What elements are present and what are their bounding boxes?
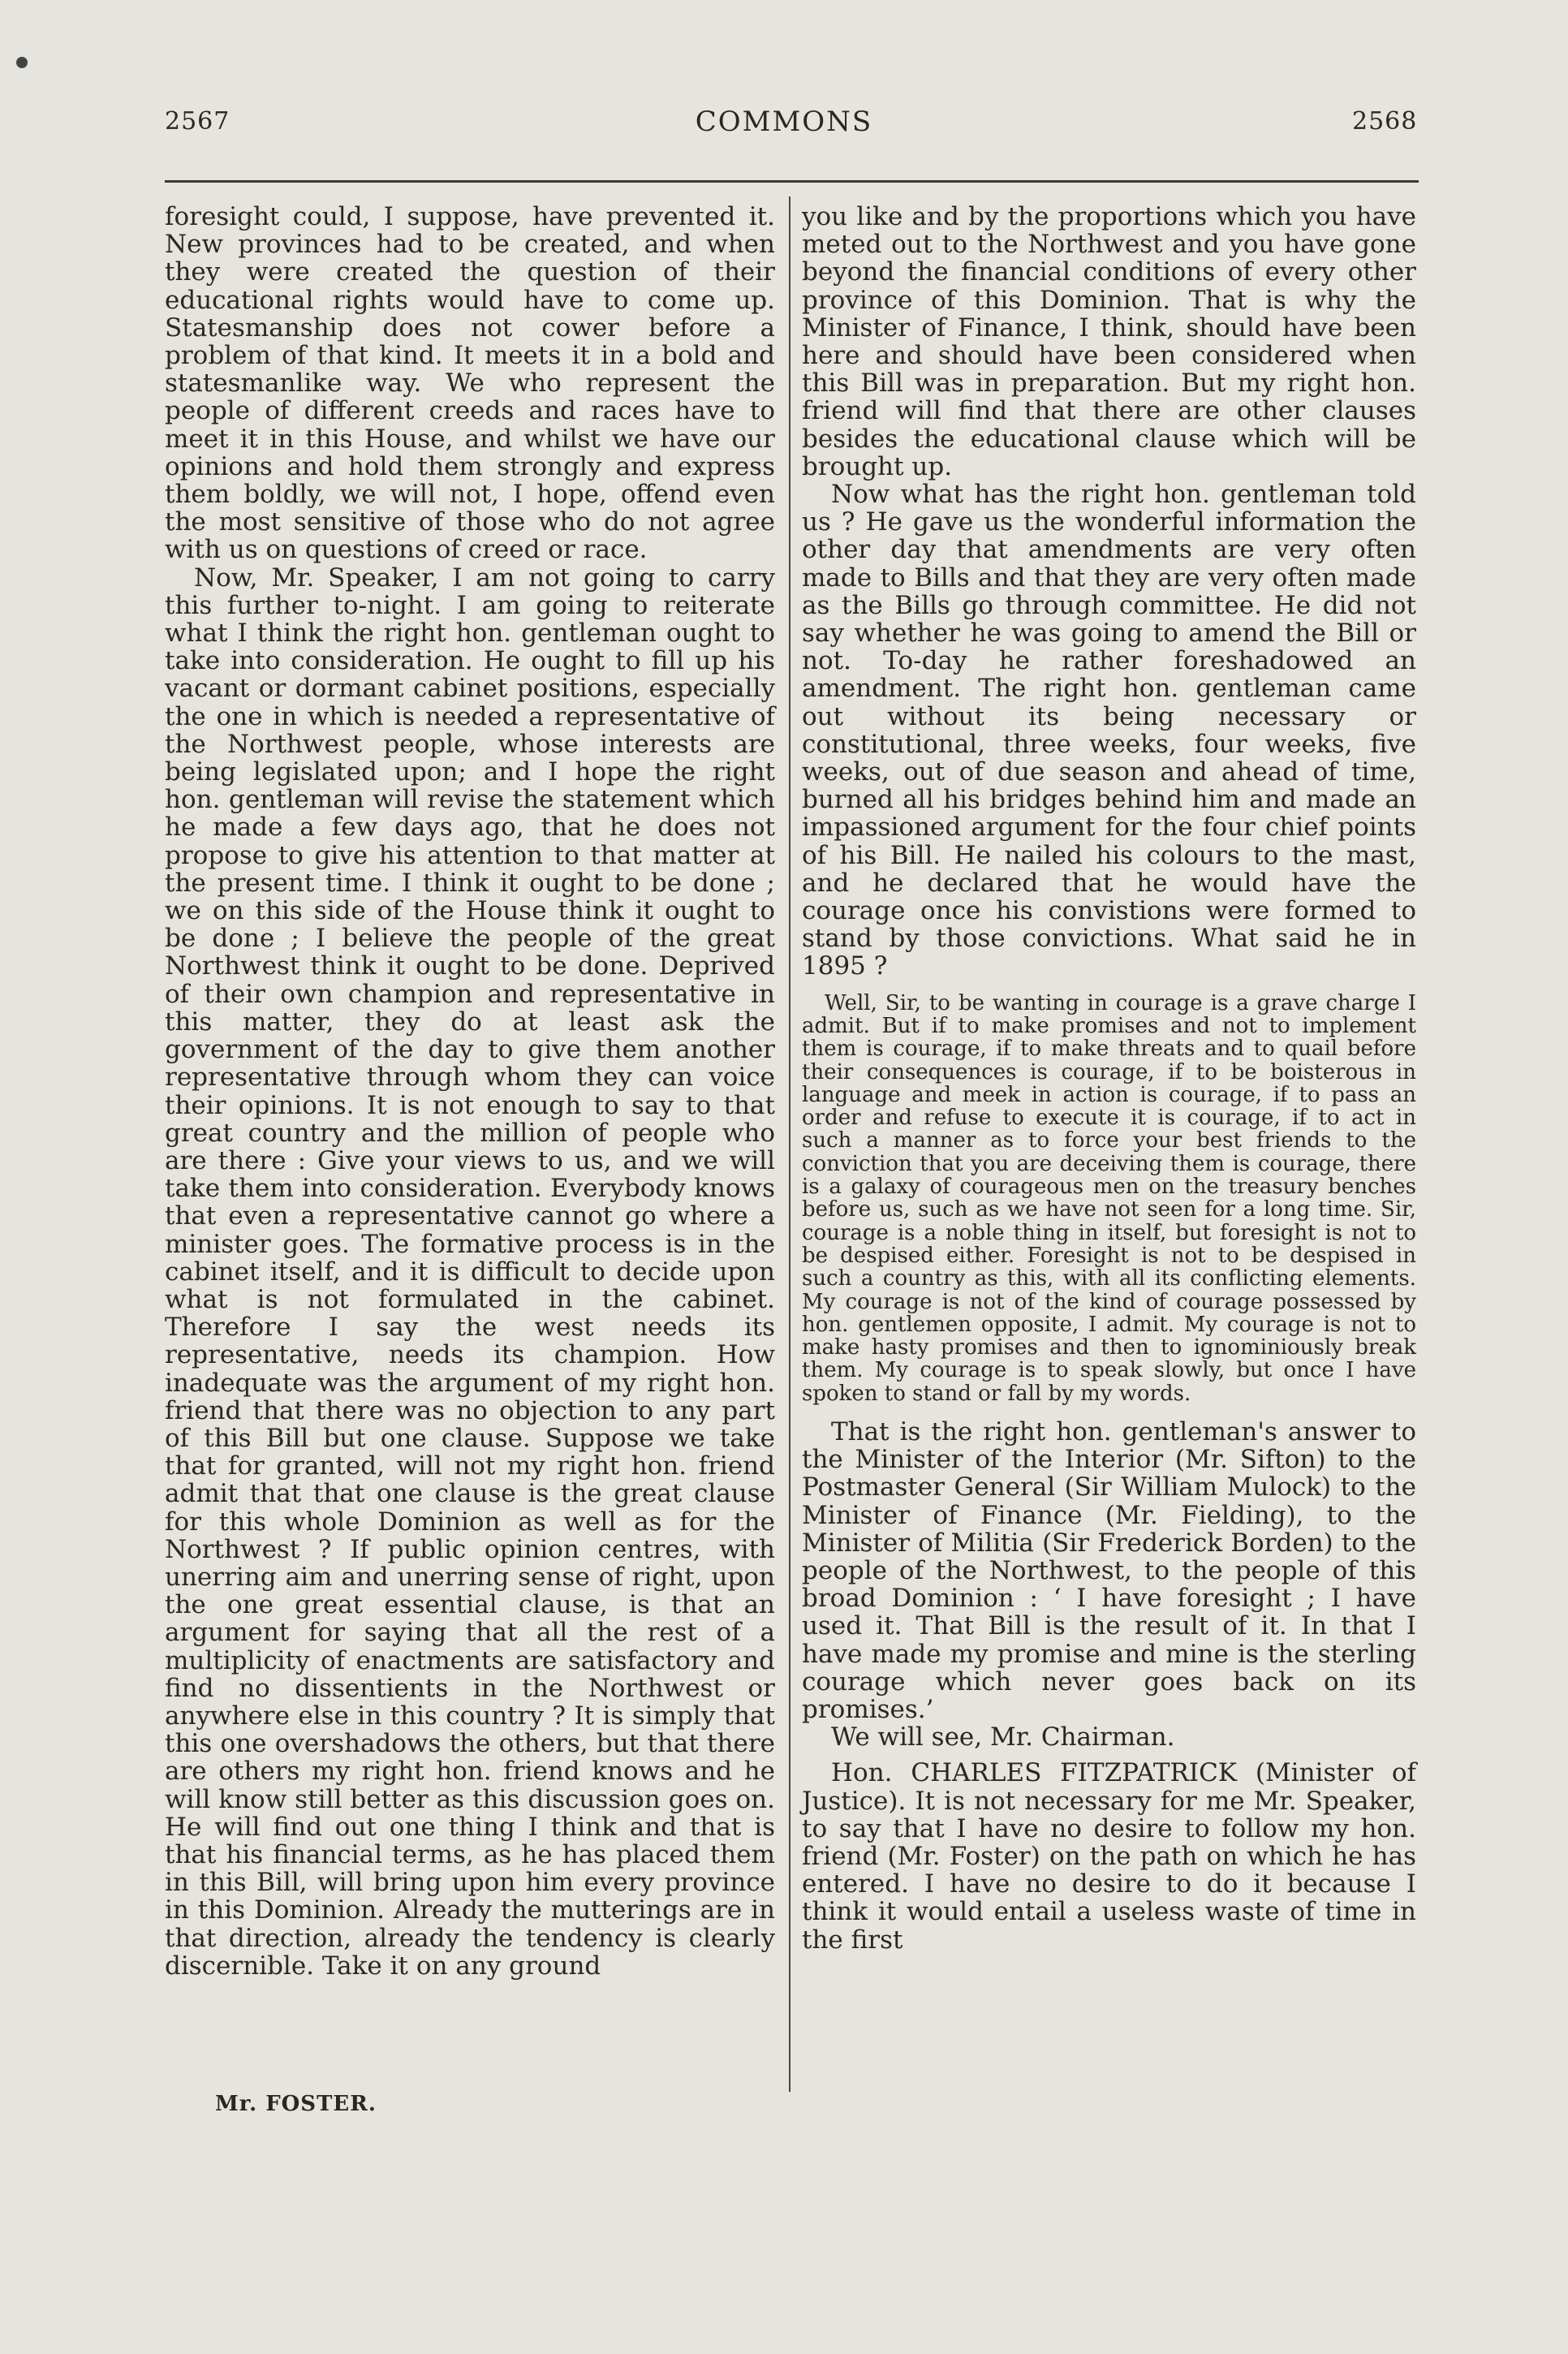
margin-mark — [16, 57, 28, 68]
quoted-passage: Well, Sir, to be wanting in courage is a grave charge I admit. But if to make promises and not to implement them is courage, if to make threats and to quail before their consequences is courage, if to be boisterous in language and meek in action is courage, if to pass an order and refuse to execute it is courage, if to act in such a manner as to force your best friends to the conviction that you are deceiving them is courage, there is a galaxy of courageous men on the treasury benches before us, such as we have not seen for a long time. Sir, courage is a noble thing in itself, but foresight is not to be despised either. Foresight is not to be despised in such a country as this, with all its conflicting elements. My courage is not of the kind of courage possessed by hon. gentlemen opposite, I admit. My courage is not to make hasty promises and then to ignominiously break them. My courage is to speak slowly, but once I have spoken to stand or fall by my words. — [802, 990, 1416, 1406]
right-paragraph-1: you like and by the proportions which you have meted out to the Northwest and you have gone beyond the financial conditions of every other province of this Dominion. That is why the Minister of Finance, I think, should have been here and should have been considered when this Bill was in preparation. But my right hon. friend will find that there are other clauses besides the educational clause which will be brought up. — [802, 202, 1416, 481]
right-paragraph-5: Hon. CHARLES FITZPATRICK (Minister of Justice). It is not necessary for me Mr. Speaker, to say that I have no desire to follow my hon. friend (Mr. Foster) on the path on which he has entered. I have no desire to do it because I think it would entail a useless waste of time in the first — [802, 1758, 1416, 1955]
right-column — [802, 203, 1416, 1954]
speaker-footer: Mr. FOSTER. — [215, 2092, 377, 2116]
right-paragraph-3: That is the right hon. gentleman's answer to the Minister of the Interior (Mr. Sifton) to the Postmaster General (Sir William Mulock) to the Minister of Finance (Mr. Fielding), to the Minister of Militia (Sir Frederick Borden) to the people of the Northwest, to the people of this broad Dominion : ‘ I have foresight ; I have used it. That Bill is the result of it. In that I have made my promise and mine is the sterling courage which never goes back on its promises.’ — [802, 1417, 1416, 1725]
left-paragraph-2: Now, Mr. Speaker, I am not going to carry this further to-night. I am going to reiterate what I think the right hon. gentleman ought to take into consideration. He ought to fill up his vacant or dormant cabinet positions, especially the one in which is needed a representative of the Northwest people, whose interests are being legislated upon; and I hope the right hon. gentleman will revise the statement which he made a few days ago, that he does not propose to give his attention to that matter at the present time. I think it ought to be done ; we on this side of the House think it ought to be done ; I believe the people of the great Northwest think it ought to be done. Deprived of their own champion and representative in this matter, they do at least ask the government of the day to give them another representative through whom they can voice their opinions. It is not enough to say to that great country and the million of people who are there : Give your views to us, and we will take them into consideration. Everybody knows that even a representative cannot go where a minister goes. The formative process is in the cabinet itself, and it is difficult to decide upon what is not formulated in the cabinet. Therefore I say the west needs its representative, needs its champion. How inadequate was the argument of my right hon. friend that there was no objection to any part of this Bill but one clause. Suppose we take that for granted, will not my right hon. friend admit that that one clause is the great clause for this whole Dominion as well as for the Northwest ? If public opinion centres, with unerring aim and unerring sense of right, upon the one great essential clause, is that an argument for saying that all the rest of a multiplicity of enactments are satisfactory and find no dissentients in the Northwest or anywhere else in this country ? It is simply that this one overshadows the others, but that there are others my right hon. friend knows and he will know still better as this discussion goes on. He will find out one thing I think and that is that his financial terms, as he has placed them in this Bill, will bring upon him every province in this Dominion. Already the mutterings are in that direction, already the tendency is clearly discernible. Take it on any ground — [165, 563, 775, 1981]
right-paragraph-4: We will see, Mr. Chairman. — [831, 1722, 1175, 1753]
left-column — [165, 203, 775, 1980]
page-number-left: 2567 — [165, 107, 230, 136]
column-divider — [789, 196, 790, 2092]
page-number-right: 2568 — [1352, 107, 1418, 136]
header-rule — [165, 180, 1419, 183]
running-head: COMMONS — [695, 106, 873, 138]
right-paragraph-2: Now what has the right hon. gentleman told us ? He gave us the wonderful information the other day that amendments are very often made to Bills and that they are very often made as the Bills go through committee. He did not say whether he was going to amend the Bill or not. To-day he rather foreshadowed an amendment. The right hon. gentleman came out without its being necessary or constitutional, three weeks, four weeks, five weeks, out of due season and ahead of time, burned all his bridges behind him and made an impassioned argument for the four chief points of his Bill. He nailed his colours to the mast, and he declared that he would have the courage once his convistions were formed to stand by those convictions. What said he in 1895 ? — [802, 480, 1416, 981]
left-paragraph-1: foresight could, I suppose, have prevented it. New provinces had to be created, and when they were created the question of their educational rights would have to come up. Statesmanship does not cower before a problem of that kind. It meets it in a bold and statesmanlike way. We who represent the people of different creeds and races have to meet it in this House, and whilst we have our opinions and hold them strongly and express them boldly, we will not, I hope, offend even the most sensitive of those who do not agree with us on questions of creed or race. — [165, 202, 775, 565]
